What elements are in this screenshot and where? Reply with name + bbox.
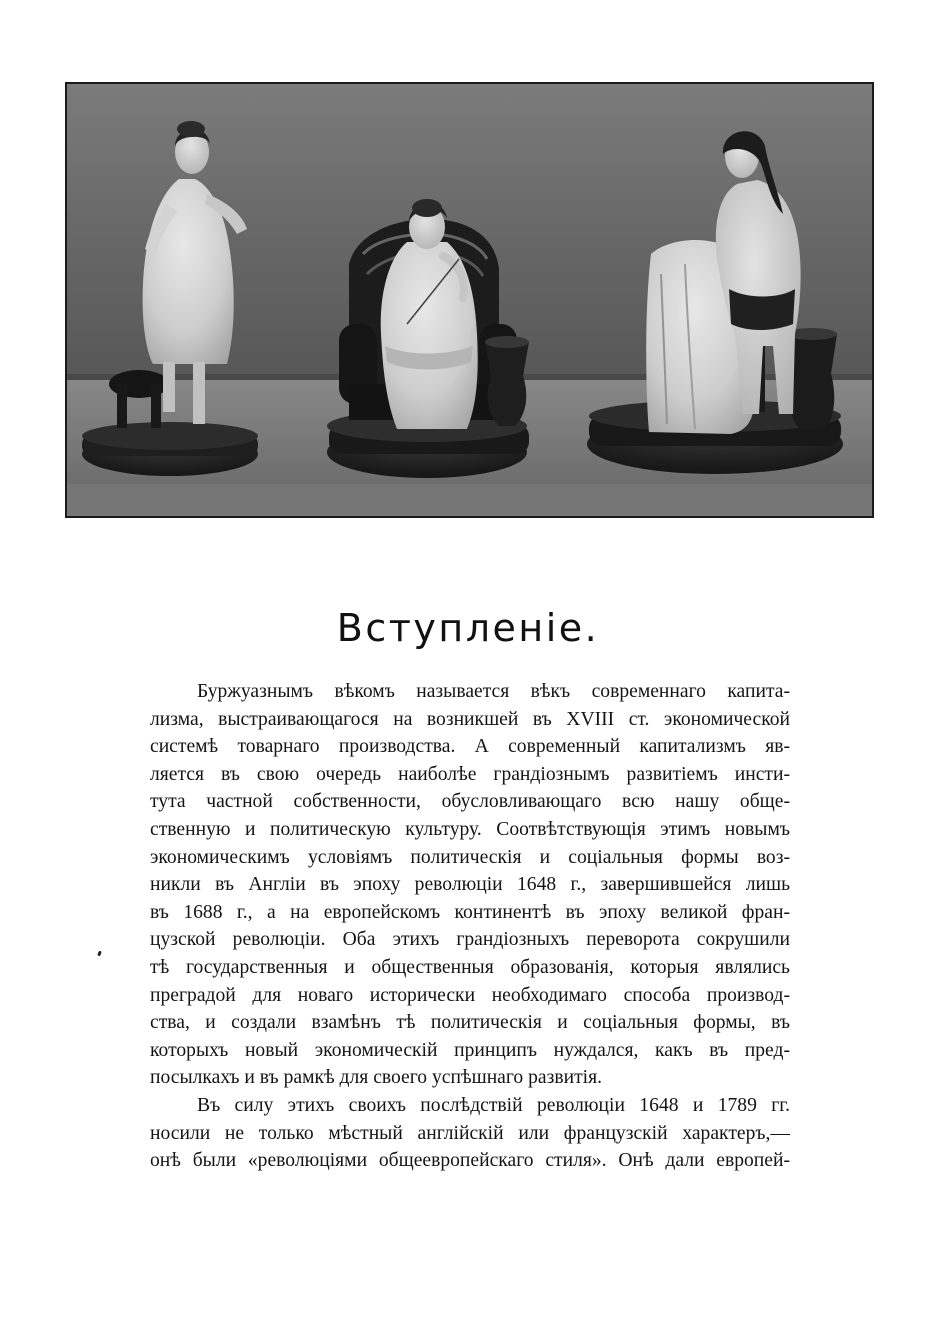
figurines-photograph bbox=[65, 82, 874, 518]
text-line: которыхъ новый экономическій принципъ нуждался, какъ въ пред- bbox=[150, 1039, 790, 1061]
text-line: никли въ Англіи въ эпоху революціи 1648 г., завершившейся лишь bbox=[150, 874, 790, 896]
text-line: цузской революціи. Оба этихъ грандіозныхъ переворота сокрушили bbox=[150, 929, 790, 951]
text-line: Буржуазнымъ вѣкомъ называется вѣкъ современнаго капита- bbox=[197, 681, 790, 702]
text-line: онѣ были «революціями общеевропейскаго стиля». Онѣ дали европей- bbox=[150, 1150, 790, 1172]
text-line: преградой для новаго исторически необходимаго способа производ- bbox=[150, 984, 790, 1006]
text-line: въ 1688 г., а на европейскомъ континентѣ въ эпоху великой фран- bbox=[150, 901, 790, 923]
figurines-image bbox=[67, 84, 872, 516]
text-line: Въ силу этихъ своихъ послѣдствій революціи 1648 и 1789 гг. bbox=[197, 1094, 790, 1116]
text-line: тута частной собственности, обусловливающаго всю нашу обще- bbox=[150, 791, 790, 813]
ink-speck bbox=[97, 951, 102, 957]
text-line: носили не только мѣстный англійскій или французскій характеръ,— bbox=[150, 1122, 790, 1144]
chapter-title: Вступленіе. bbox=[336, 606, 600, 650]
text-line: ства, и создали взамѣнъ тѣ политическія и соціальныя формы, въ bbox=[150, 1012, 790, 1034]
text-line: ственную и политическую культуру. Соотвѣтствующія этимъ новымъ bbox=[150, 818, 790, 840]
text-line: лизма, выстраивающагося на возникшей въ XVIII ст. экономической bbox=[150, 708, 790, 730]
text-line: тѣ государственныя и общественныя образованія, которыя являлись bbox=[150, 956, 790, 978]
text-line: посылкахъ и въ рамкѣ для своего успѣшнаго развитія. bbox=[150, 1067, 603, 1089]
text-line: системѣ товарнаго производства. А современный капитализмъ яв- bbox=[150, 736, 790, 758]
text-line: экономическимъ условіямъ политическія и соціальныя формы воз- bbox=[150, 846, 790, 868]
body-text bbox=[150, 678, 790, 1175]
text-line: ляется въ свою очередь наиболѣе грандіознымъ развитіемъ инсти- bbox=[150, 763, 790, 785]
